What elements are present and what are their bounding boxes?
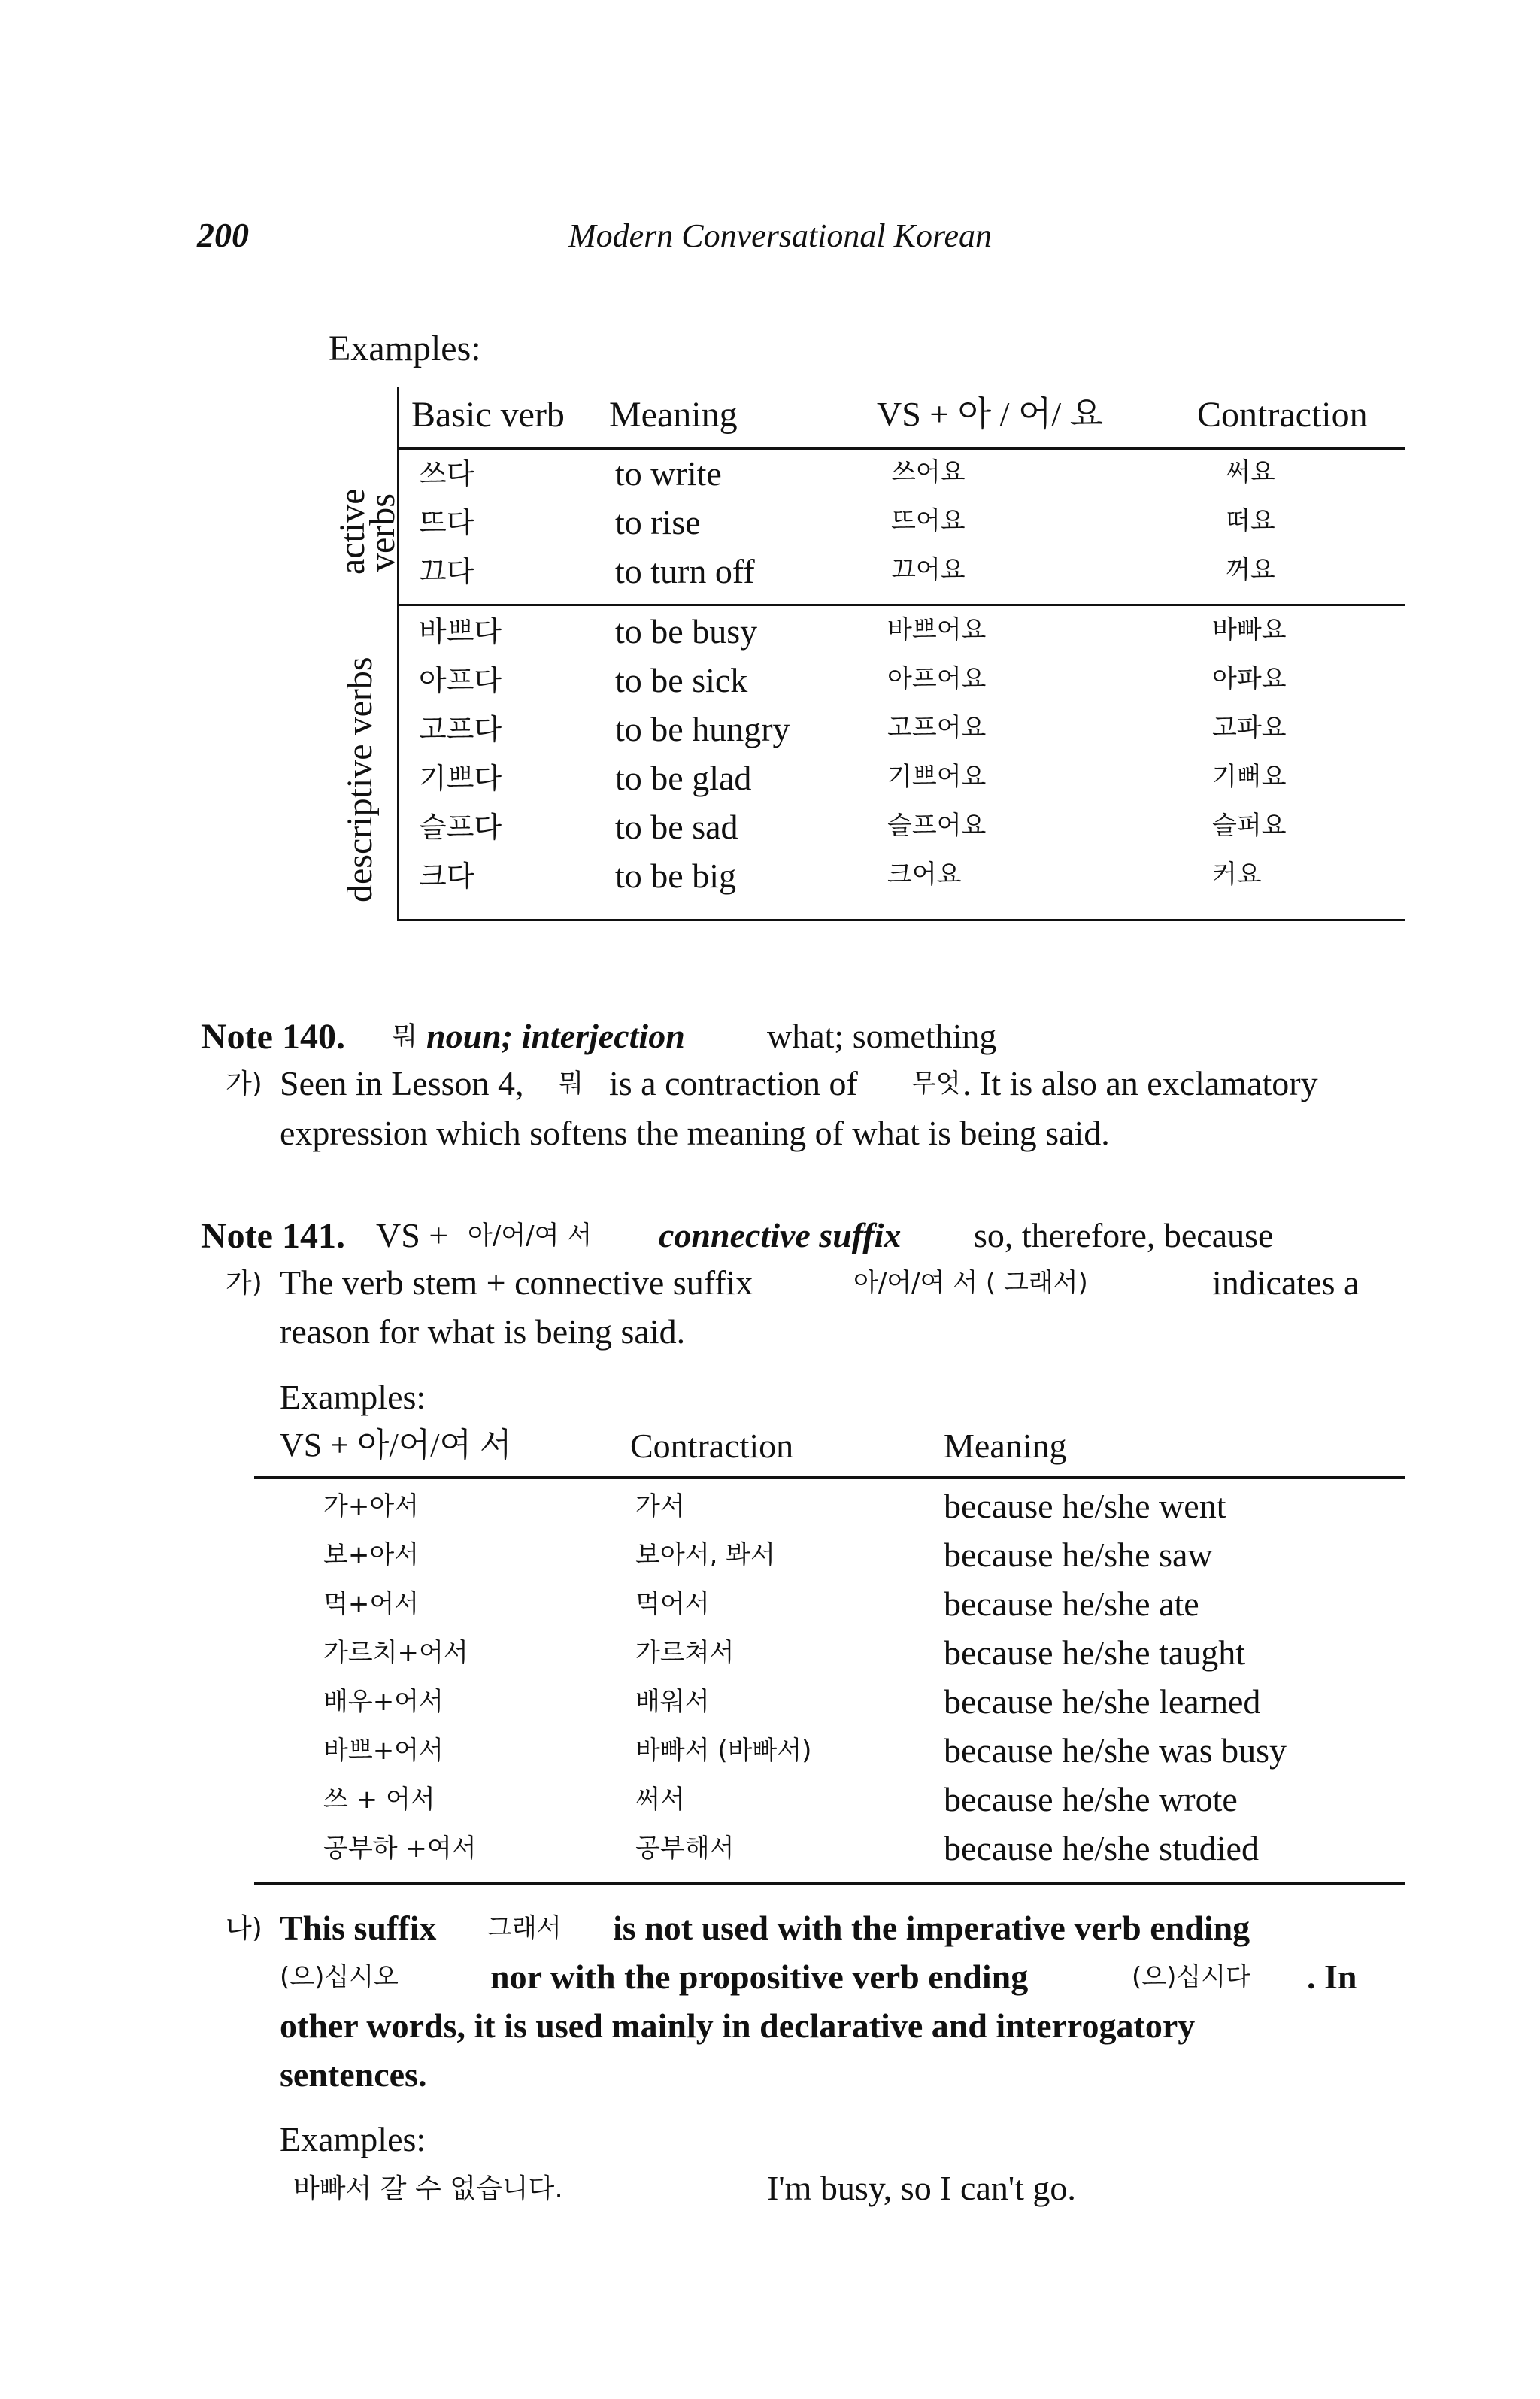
contraction: 보아서, 봐서 xyxy=(635,1540,775,1570)
contraction: 아파요 xyxy=(1212,664,1287,694)
contraction: 기뻐요 xyxy=(1212,762,1287,792)
example-korean: 바빠서 갈 수 없습니다. xyxy=(293,2173,563,2204)
text-line: This suffix xyxy=(280,1909,437,1947)
vs-form: 아프어요 xyxy=(887,664,987,694)
text-line: sentences. xyxy=(280,2055,427,2094)
text-line: nor with the propositive verb ending xyxy=(490,1958,1029,1996)
vs-form: 먹+어서 xyxy=(323,1589,420,1619)
group-label-descriptive: descriptive verbs xyxy=(340,657,380,902)
meaning: to rise xyxy=(615,503,701,541)
examples-label: Examples: xyxy=(280,2120,426,2158)
vs-form: 보+아서 xyxy=(323,1540,420,1570)
basic-verb: 크다 xyxy=(419,860,474,893)
note-suffix: 아/어/여 서 xyxy=(468,1221,593,1251)
basic-verb: 쓰다 xyxy=(419,457,474,490)
col-contraction: Contraction xyxy=(1197,395,1368,435)
note-pos: connective suffix xyxy=(659,1216,902,1254)
table-rule-header xyxy=(399,447,1405,450)
text-line: indicates a xyxy=(1212,1263,1360,1302)
item-marker: 가) xyxy=(226,1268,262,1299)
note-gloss: what; something xyxy=(767,1017,997,1055)
inline-korean: 무엇 xyxy=(911,1069,961,1099)
book-title: Modern Conversational Korean xyxy=(568,217,992,254)
table-rule-header xyxy=(254,1476,1405,1479)
basic-verb: 아프다 xyxy=(419,664,502,697)
meaning: to be hungry xyxy=(615,710,790,748)
note-label: Note 141. xyxy=(201,1216,345,1256)
text-line: other words, it is used mainly in declarative and interrogatory xyxy=(280,2006,1196,2045)
note-gloss: so, therefore, because xyxy=(974,1216,1274,1254)
note-word: 뭐 xyxy=(393,1021,417,1051)
inline-korean: 아/어/여 서 ( 그래서) xyxy=(853,1268,1088,1298)
vs-form: 바쁘어요 xyxy=(887,615,987,645)
vs-form: 쓰어요 xyxy=(891,457,966,487)
item-marker: 나) xyxy=(226,1913,262,1944)
vs-form: 끄어요 xyxy=(891,555,966,585)
contraction: 배워서 xyxy=(635,1687,710,1717)
contraction: 꺼요 xyxy=(1226,555,1275,585)
col-meaning: Meaning xyxy=(944,1427,1067,1465)
text-line: The verb stem + connective suffix xyxy=(280,1263,753,1302)
vs-form: 가르치+어서 xyxy=(323,1638,468,1668)
basic-verb: 기쁘다 xyxy=(419,762,502,795)
text-line: expression which softens the meaning of what is being said. xyxy=(280,1114,1110,1152)
table-rule-bottom xyxy=(399,919,1405,921)
table-group-divider xyxy=(397,387,399,921)
note-pos: noun; interjection xyxy=(426,1017,685,1055)
text-line: . It is also an exclamatory xyxy=(962,1064,1318,1102)
meaning: because he/she learned xyxy=(944,1682,1261,1721)
meaning: to be glad xyxy=(615,759,752,797)
contraction: 커요 xyxy=(1212,860,1262,890)
inline-korean: (으)십시다 xyxy=(1132,1962,1250,1992)
contraction: 써서 xyxy=(635,1785,685,1815)
meaning: to be busy xyxy=(615,612,758,651)
col-contraction: Contraction xyxy=(630,1427,794,1465)
contraction: 써요 xyxy=(1226,457,1275,487)
meaning: to turn off xyxy=(615,552,755,590)
text-line: reason for what is being said. xyxy=(280,1312,686,1351)
col-meaning: Meaning xyxy=(609,395,738,435)
col-basic-verb: Basic verb xyxy=(411,395,565,435)
inline-korean: (으)십시오 xyxy=(280,1962,399,1992)
col-vs-form: VS + 아 / 어/ 요 xyxy=(877,395,1104,433)
basic-verb: 바쁘다 xyxy=(419,615,502,648)
meaning: to be sad xyxy=(615,808,738,846)
table-rule-bottom xyxy=(254,1882,1405,1885)
table-rule-group xyxy=(399,604,1405,606)
note-vs: VS + xyxy=(376,1216,449,1254)
contraction: 바빠요 xyxy=(1212,615,1287,645)
contraction: 공부해서 xyxy=(635,1833,735,1864)
item-marker: 가) xyxy=(226,1069,262,1099)
meaning: to write xyxy=(615,454,722,493)
meaning: because he/she was busy xyxy=(944,1731,1287,1770)
text-line: . In xyxy=(1307,1958,1357,1996)
basic-verb: 슬프다 xyxy=(419,811,502,844)
vs-form: 슬프어요 xyxy=(887,811,987,841)
vs-form: 크어요 xyxy=(887,860,962,890)
examples-label: Examples: xyxy=(329,329,481,368)
contraction: 떠요 xyxy=(1226,506,1275,536)
inline-korean: 그래서 xyxy=(487,1913,562,1943)
page-number: 200 xyxy=(197,216,249,254)
contraction: 바빠서 (바빠서) xyxy=(635,1736,812,1766)
text-line: Seen in Lesson 4, xyxy=(280,1064,524,1102)
inline-korean: 뭐 xyxy=(559,1069,584,1099)
basic-verb: 끄다 xyxy=(419,555,474,588)
basic-verb: 고프다 xyxy=(419,713,502,746)
meaning: because he/she taught xyxy=(944,1633,1246,1672)
meaning: to be sick xyxy=(615,661,748,699)
vs-form: 뜨어요 xyxy=(891,506,966,536)
meaning: because he/she wrote xyxy=(944,1780,1238,1818)
vs-form: 기쁘어요 xyxy=(887,762,987,792)
contraction: 가르쳐서 xyxy=(635,1638,735,1668)
example-english: I'm busy, so I can't go. xyxy=(767,2169,1076,2207)
text-line: is a contraction of xyxy=(609,1064,858,1102)
vs-form: 가+아서 xyxy=(323,1491,420,1521)
contraction: 슬퍼요 xyxy=(1212,811,1287,841)
vs-form: 쓰 + 어서 xyxy=(323,1785,435,1815)
meaning: to be big xyxy=(615,857,736,895)
vs-form: 바쁘+어서 xyxy=(323,1736,444,1766)
meaning: because he/she saw xyxy=(944,1536,1213,1574)
group-label-active: active xyxy=(332,488,372,575)
meaning: because he/she studied xyxy=(944,1829,1259,1867)
meaning: because he/she ate xyxy=(944,1585,1199,1623)
vs-form: 배우+어서 xyxy=(323,1687,444,1717)
contraction: 고파요 xyxy=(1212,713,1287,743)
examples-label: Examples: xyxy=(280,1378,426,1416)
note-label: Note 140. xyxy=(201,1017,345,1057)
contraction: 먹어서 xyxy=(635,1589,710,1619)
basic-verb: 뜨다 xyxy=(419,506,474,539)
group-label-verbs: verbs xyxy=(362,493,402,572)
col-vs-form: VS + 아/어/여 서 xyxy=(280,1427,512,1463)
contraction: 가서 xyxy=(635,1491,685,1521)
vs-form: 고프어요 xyxy=(887,713,987,743)
text-line: is not used with the imperative verb ending xyxy=(613,1909,1250,1947)
meaning: because he/she went xyxy=(944,1487,1226,1525)
vs-form: 공부하 +여서 xyxy=(323,1833,477,1864)
